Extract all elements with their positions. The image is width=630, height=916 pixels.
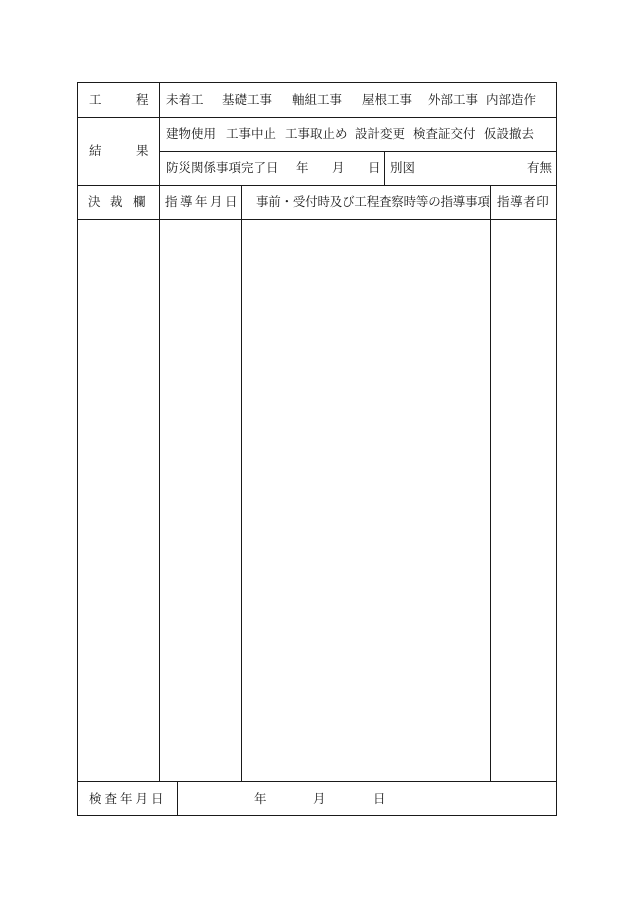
fire-completion-year: 年 xyxy=(296,160,309,175)
header-instructor-seal: 指導者印 xyxy=(497,194,550,209)
process-option: 外部工事 xyxy=(428,92,479,107)
header-guidance-items: 事前・受付時及び工程査察時等の指導事項 xyxy=(256,194,490,209)
inspection-date-label: 検査年月日 xyxy=(89,791,167,806)
process-option: 軸組工事 xyxy=(292,92,343,107)
attachment-presence: 有無 xyxy=(527,160,553,175)
row-line-result xyxy=(77,185,557,186)
result-option: 検査証交付 xyxy=(413,126,476,141)
row-line-result-mid xyxy=(159,151,557,152)
decision-field[interactable] xyxy=(78,220,159,781)
fire-completion-month: 月 xyxy=(332,160,345,175)
result-option: 工事取止め xyxy=(285,126,348,141)
col-line-inspection xyxy=(177,781,178,816)
instructor-seal-field[interactable] xyxy=(491,220,556,781)
process-option: 屋根工事 xyxy=(362,92,413,107)
process-label-b: 程 xyxy=(136,92,149,107)
inspection-month: 月 xyxy=(313,791,326,806)
col-line-attachment xyxy=(384,151,385,185)
attachment-label: 別図 xyxy=(390,160,416,175)
result-option: 仮設撤去 xyxy=(484,126,535,141)
process-option: 基礎工事 xyxy=(222,92,273,107)
process-option: 内部造作 xyxy=(486,92,537,107)
header-decision-3: 欄 xyxy=(133,194,146,209)
result-label-a: 結 xyxy=(89,143,102,158)
header-decision-2: 裁 xyxy=(110,194,123,209)
process-label-a: 工 xyxy=(89,92,102,107)
header-guidance-date: 指導年月日 xyxy=(165,194,241,209)
row-line-body xyxy=(77,781,557,782)
header-decision-1: 決 xyxy=(88,194,101,209)
fire-completion-label: 防災関係事項完了日 xyxy=(166,160,279,175)
inspection-day: 日 xyxy=(373,791,386,806)
result-label-b: 果 xyxy=(136,143,149,158)
result-option: 工事中止 xyxy=(226,126,277,141)
row-line-process xyxy=(77,117,557,118)
guidance-items-field[interactable] xyxy=(242,220,490,781)
guidance-date-field[interactable] xyxy=(160,220,241,781)
result-option: 設計変更 xyxy=(355,126,406,141)
process-option: 未着工 xyxy=(166,92,204,107)
result-option: 建物使用 xyxy=(166,126,217,141)
fire-completion-day: 日 xyxy=(368,160,381,175)
inspection-year: 年 xyxy=(254,791,267,806)
